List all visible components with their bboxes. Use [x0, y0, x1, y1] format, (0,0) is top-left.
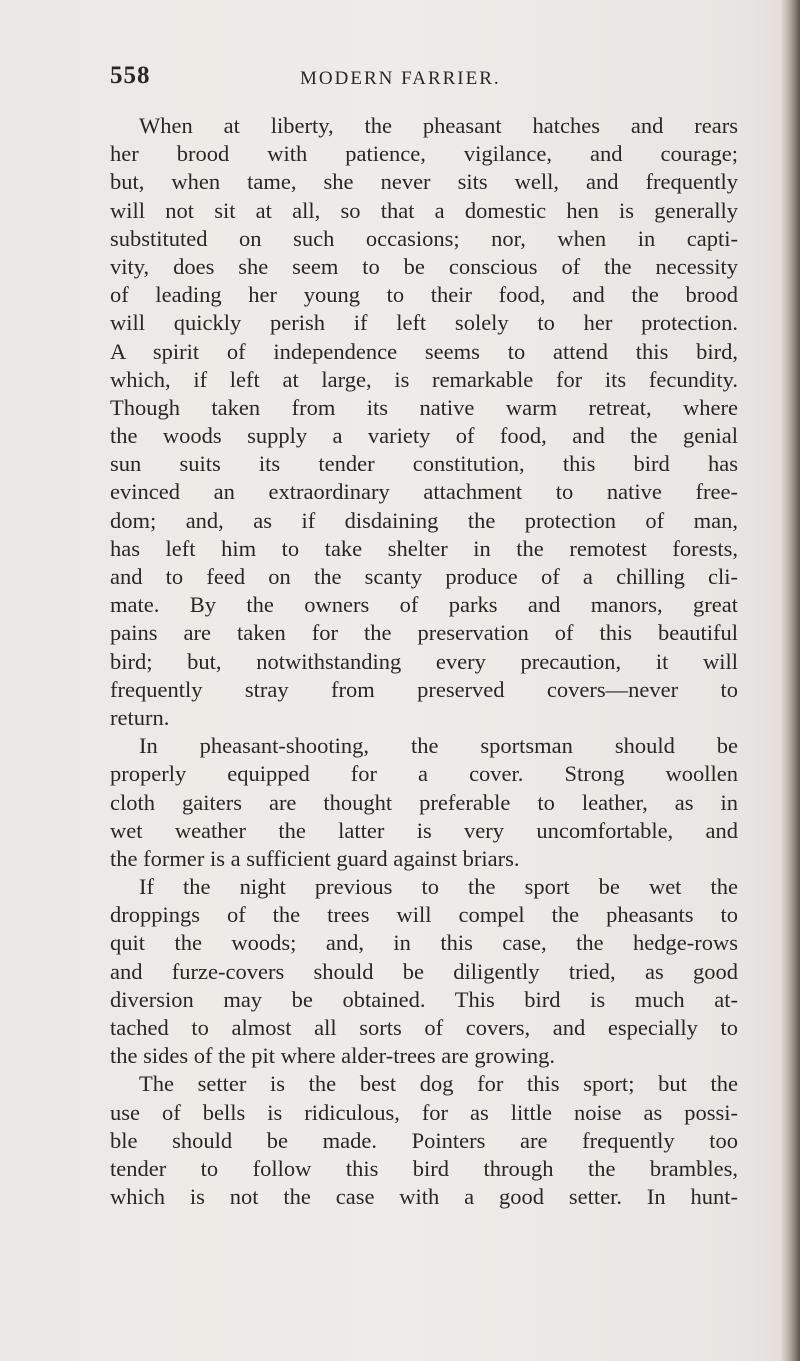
text-line: use of bells is ridiculous, for as little noise as possi- [110, 1099, 738, 1125]
text-line: wet weather the latter is very uncomfortable, and [110, 817, 738, 843]
page-edge-shadow [780, 0, 800, 1361]
page-number: 558 [110, 62, 151, 89]
text-line: ble should be made. Pointers are frequently too [110, 1127, 738, 1153]
text-line: diversion may be obtained. This bird is much at- [110, 986, 738, 1012]
text-line: will not sit at all, so that a domestic hen is generally [110, 197, 738, 223]
text-line: sun suits its tender constitution, this bird has [110, 451, 738, 477]
body-text [110, 112, 738, 1211]
text-line: the sides of the pit where alder-trees are growing. [110, 1043, 556, 1069]
text-line: In pheasant-shooting, the sportsman should be [139, 733, 738, 759]
text-line: which is not the case with a good setter. In hunt- [110, 1184, 738, 1210]
text-line: the former is a sufficient guard against briars. [110, 845, 520, 871]
text-line: which, if left at large, is remarkable for its fecundity. [110, 366, 738, 392]
text-line: pains are taken for the preservation of this beautiful [110, 620, 738, 646]
text-line: frequently stray from preserved covers—never to [110, 676, 738, 702]
text-line: dom; and, as if disdaining the protection of man, [110, 507, 738, 533]
text-line: her brood with patience, vigilance, and courage; [110, 141, 738, 167]
text-line: evinced an extraordinary attachment to native free- [110, 479, 738, 505]
page-header [110, 62, 770, 102]
text-line: and to feed on the scanty produce of a chilling cli- [110, 564, 738, 589]
text-line: but, when tame, she never sits well, and frequently [110, 169, 738, 195]
text-line: bird; but, notwithstanding every precaution, it will [110, 648, 738, 674]
text-line: tached to almost all sorts of covers, and especially to [110, 1015, 738, 1040]
text-line: A spirit of independence seems to attend this bird, [110, 338, 738, 364]
text-line: When at liberty, the pheasant hatches and rears [139, 113, 738, 138]
text-line: droppings of the trees will compel the pheasants to [110, 902, 738, 928]
text-line: cloth gaiters are thought preferable to leather, as in [110, 789, 738, 815]
text-line: will quickly perish if left solely to her protection. [110, 310, 738, 336]
text-line: properly equipped for a cover. Strong woollen [110, 761, 738, 787]
text-line: mate. By the owners of parks and manors, great [110, 592, 738, 618]
text-line: vity, does she seem to be conscious of the necessity [110, 253, 738, 279]
text-line: quit the woods; and, in this case, the hedge-rows [110, 930, 738, 956]
text-line: Though taken from its native warm retreat, where [110, 394, 738, 420]
text-line: the woods supply a variety of food, and the genial [110, 423, 738, 449]
text-line: of leading her young to their food, and the brood [110, 282, 738, 308]
text-line: tender to follow this bird through the brambles, [110, 1155, 738, 1181]
running-head: MODERN FARRIER. [300, 68, 501, 89]
text-line: and furze-covers should be diligently tried, as good [110, 958, 738, 984]
text-line: substituted on such occasions; nor, when in capti- [110, 225, 738, 251]
text-line: If the night previous to the sport be wet the [139, 874, 738, 900]
text-line: The setter is the best dog for this sport; but the [139, 1071, 738, 1097]
text-line: return. [110, 704, 170, 730]
text-line: has left him to take shelter in the remotest forests, [110, 535, 738, 561]
